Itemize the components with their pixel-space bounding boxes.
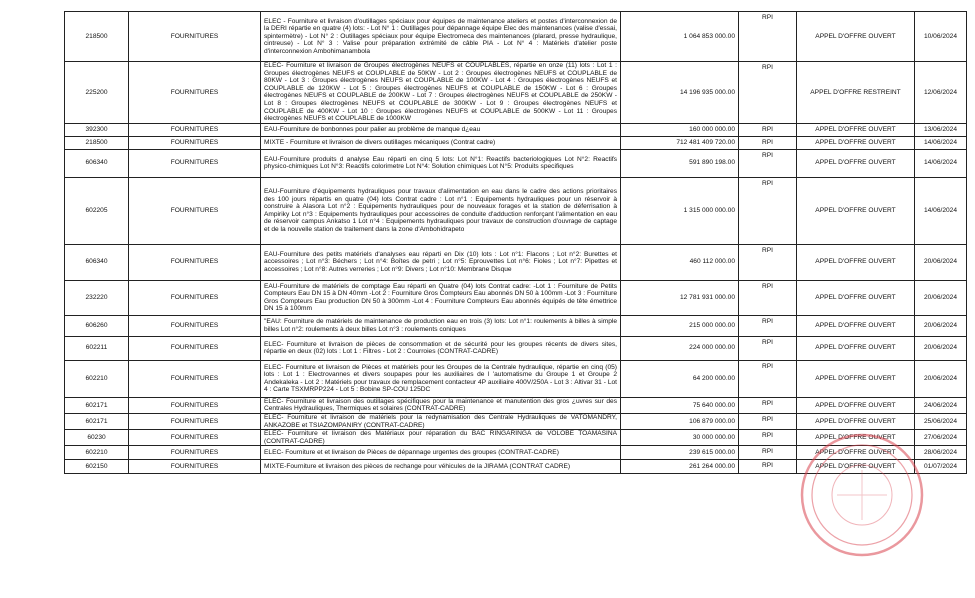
row-type: FOURNITURES [129,430,261,446]
row-amount: 64 200 000.00 [621,360,739,397]
row-amount: 460 112 000.00 [621,244,739,280]
row-amount: 106 879 000.00 [621,413,739,429]
row-amount: 160 000 000.00 [621,123,739,136]
row-amount: 12 781 931 000.00 [621,280,739,315]
row-procurement-method: APPEL D'OFFRE OUVERT [797,177,915,244]
table-row [65,397,967,413]
row-amount: 30 000 000.00 [621,430,739,446]
row-code: 232220 [65,280,129,315]
row-date: 20/06/2024 [915,244,967,280]
table-row [65,430,967,446]
row-funding-source: RPI [739,149,797,177]
table-row [65,360,967,397]
row-procurement-method: APPEL D'OFFRE OUVERT [797,149,915,177]
row-amount: 591 890 198.00 [621,149,739,177]
row-procurement-method: APPEL D'OFFRE OUVERT [797,123,915,136]
row-description: ELEC- Fourniture et livraison de matériels pour la redynamisation des Centrale Hydrauliques de VATOMANDRY, ANKAZOBE et TSIAZOMPANIRY (CONTRAT-CADRE) [261,413,621,429]
row-funding-source: RPI [739,315,797,336]
row-procurement-method: APPEL D'OFFRE OUVERT [797,280,915,315]
row-date: 10/06/2024 [915,12,967,62]
row-procurement-method: APPEL D'OFFRE RESTREINT [797,62,915,124]
row-funding-source: RPI [739,244,797,280]
row-code: 602211 [65,336,129,360]
row-type: FOURNITURES [129,280,261,315]
row-amount: 14 196 935 000.00 [621,62,739,124]
row-funding-source: RPI [739,123,797,136]
row-procurement-method: APPEL D'OFFRE OUVERT [797,315,915,336]
row-amount: 712 481 409 720.00 [621,136,739,149]
row-code: 602205 [65,177,129,244]
row-date: 20/06/2024 [915,280,967,315]
row-type: FOURNITURES [129,149,261,177]
row-code: 606340 [65,244,129,280]
row-description: ELEC- Fourniture et livraison de Pièces et matériels pour les Groupes de la Centrale hydraulique, répartie en cinq (05) lots : Lot 1 : Electrovannes et divers soupapes pour les auxiliaires de l 'automatisme du Groupe 1 et Groupe 2 Andekaleka - Lot 2 : Matériels pour travaux de remplacement contacteur 4P auxiliaire 400V/250A - Lot 3 : Altivar 31 - Lot 4 : Carte TSXMRPP224 - Lot 5 : Bobine SP-COU 125DC [261,360,621,397]
table-row [65,280,967,315]
table-row [65,413,967,429]
row-funding-source: RPI [739,12,797,62]
row-procurement-method: APPEL D'OFFRE OUVERT [797,244,915,280]
row-type: FOURNITURES [129,136,261,149]
row-type: FOURNITURES [129,123,261,136]
row-description: ELEC- Fourniture et livraison de Groupes électrogènes NEUFS et COUPLABLES, répartie en onze (11) lots : Lot 1 : Groupes électrogènes NEUFS et COUPLABLE de 50KW - Lot 2 : Groupes électrogènes NEUFS et COUPLABLE de 80KW - Lot 3 : Groupes électrogènes NEUFS et COUPLABLE de 100KW - Lot 4 : Groupes électrogènes NEUFS et COUPLABLE de 120KW - Lot 5 : Groupes électrogènes NEUFS et COUPLABLE de 150KW - Lot 6 : Groupes électrogènes NEUFS et COUPLABLE de 200KW - Lot 7 : Groupes électrogènes NEUFS et COUPLABLE de 250KW - Lot 8 : Groupes électrogènes NEUFS et COUPLABLE de 300KW - Lot 9 : Groupes électrogènes NEUFS et COUPLABLE de 400KW - Lot 10 : Groupes électrogènes NEUFS et COUPLABLE de 500KW - Lot 11 : Groupes électrogènes NEUFS et COUPLABLE de 1000KW [261,62,621,124]
row-description: ELEC- Fourniture et livraison de pièces de consommation et de sécurité pour les groupes récents de divers sites, répartie en deux (02) lots : Lot 1 : Filtres - Lot 2 : Courroies (CONTRAT-CADRE) [261,336,621,360]
row-procurement-method: APPEL D'OFFRE OUVERT [797,360,915,397]
table-row [65,123,967,136]
row-funding-source: RPI [739,360,797,397]
row-funding-source: RPI [739,280,797,315]
row-funding-source: RPI [739,430,797,446]
row-date: 25/06/2024 [915,413,967,429]
row-type: FOURNITURES [129,315,261,336]
row-type: FOURNITURES [129,244,261,280]
row-type: FOURNITURES [129,62,261,124]
row-date: 20/06/2024 [915,315,967,336]
row-procurement-method: APPEL D'OFFRE OUVERT [797,413,915,429]
table-row [65,315,967,336]
row-funding-source: RPI [739,62,797,124]
row-amount: 215 000 000.00 [621,315,739,336]
table-row [65,136,967,149]
row-code: 602210 [65,446,129,460]
row-date: 14/06/2024 [915,149,967,177]
row-procurement-method: APPEL D'OFFRE OUVERT [797,136,915,149]
table-row [65,244,967,280]
row-funding-source: RPI [739,397,797,413]
row-type: FOURNITURES [129,12,261,62]
row-description: "EAU: Fourniture de matériels de maintenance de production eau en trois (3) lots: Lot n°1: roulements à billes à simple billes Lot n°2: roulements à deux billes Lot n°3 : roulements coniques [261,315,621,336]
row-description: EAU-Fourniture produits d analyse Eau réparti en cinq 5 lots: Lot N°1: Reactifs bacteriologiques Lot N°2: Reactifs physico-chimiques Lot N°3: Reactifs colorimetre Lot N°4: Solution chimiques Lot N°5: Produits specifiques [261,149,621,177]
row-description: EAU-Fourniture des petits matériels d'analyses eau réparti en Dix (10) lots : Lot n°1: Flacons ; Lot n°2: Burettes et accessoires ; Lot n°3: Béchers ; Lot n°4: Boîtes de petri ; Lot n°5: Eprouvettes Lot n°6: Fioles ; Lot n°7: Pipettes et accessoires ; Lot n°8: Autres verreries ; Lot n°9: Divers ; Lot n°10: Membrane Disque [261,244,621,280]
row-type: FOURNITURES [129,460,261,474]
row-type: FOURNITURES [129,177,261,244]
row-code: 218500 [65,136,129,149]
row-date: 24/06/2024 [915,397,967,413]
row-amount: 1 315 000 000.00 [621,177,739,244]
row-funding-source: RPI [739,413,797,429]
row-funding-source: RPI [739,446,797,460]
row-description: EAU-Fourniture d'équipements hydrauliques pour travaux d'alimentation en eau dans le cadre des actions prioritaires des 100 jours répartis en quatre (04) lots Contrat cadre : Lot n°1 : Equipements hydrauliques pour un réservoir à construire à Alasora Lot n°2 : Equipements hydrauliques pour de nouveaux forages et la station de déferrisation à Ampiriky Lot n°3 : Equipements hydrauliques pour accessoires de conduite d'adduction renforçant l'alimentation en eau de réservoir campus Ankatso 1 Lot n°4 : Equipements hydrauliques pour travaux de construction d'ouvrage de captage et de la nouvelle station de traitement dans la zone d'Ambohidrapeto [261,177,621,244]
row-procurement-method: APPEL D'OFFRE OUVERT [797,397,915,413]
row-date: 01/07/2024 [915,460,967,474]
row-date: 13/06/2024 [915,123,967,136]
row-procurement-method: APPEL D'OFFRE OUVERT [797,430,915,446]
table-row [65,177,967,244]
row-date: 12/06/2024 [915,62,967,124]
row-code: 606340 [65,149,129,177]
row-date: 14/06/2024 [915,177,967,244]
row-description: ELEC- Fourniture et livraison des Matériaux pour réparation du BAC RINGARINGA de VOLOBE TOAMASINA (CONTRAT-CADRE) [261,430,621,446]
row-amount: 261 264 000.00 [621,460,739,474]
row-code: 218500 [65,12,129,62]
row-date: 20/06/2024 [915,336,967,360]
row-code: 392300 [65,123,129,136]
row-type: FOURNITURES [129,413,261,429]
row-funding-source: RPI [739,177,797,244]
procurement-plan-sheet [64,11,966,474]
row-description: EAU-Fourniture de matériels de comptage Eau réparti en Quatre (04) lots Contrat cadre: -Lot 1 : Fourniture de Petits Compteurs Eau DN 15 à DN 40mm -Lot 2 : Fourniture Gros Compteurs Eau abonnés DN 50 à 100mm -Lot 3 : Fourniture Gros Compteurs Eau production DN 50 à 300mm -Lot 4 : Fourniture Compteurs Eau abonnés équipés de tête émettrice DN 15 à 100mm [261,280,621,315]
row-code: 602210 [65,360,129,397]
table-row [65,336,967,360]
row-funding-source: RPI [739,460,797,474]
table-row [65,12,967,62]
row-description: MIXTE - Fourniture et livraison de divers outillages mécaniques (Contrat cadre) [261,136,621,149]
row-description: ELEC- Fourniture et livraison des outillages spécifiques pour la maintenance et manutention des gros ¿uvres sur des Centrales Hydrauliques, Thermiques et solaires (CONTRAT-CADRE) [261,397,621,413]
row-procurement-method: APPEL D'OFFRE OUVERT [797,446,915,460]
procurement-table [64,11,967,474]
row-date: 20/06/2024 [915,360,967,397]
row-funding-source: RPI [739,336,797,360]
row-type: FOURNITURES [129,360,261,397]
row-amount: 239 615 000.00 [621,446,739,460]
row-code: 602150 [65,460,129,474]
row-type: FOURNITURES [129,446,261,460]
table-row [65,446,967,460]
row-code: 602171 [65,413,129,429]
row-amount: 224 000 000.00 [621,336,739,360]
row-type: FOURNITURES [129,397,261,413]
row-procurement-method: APPEL D'OFFRE OUVERT [797,460,915,474]
row-date: 14/06/2024 [915,136,967,149]
row-description: ELEC- Fourniture et et livraison de Pièces de dépannage urgentes des groupes (CONTRAT-CADRE) [261,446,621,460]
row-code: 602171 [65,397,129,413]
row-code: 225200 [65,62,129,124]
row-procurement-method: APPEL D'OFFRE OUVERT [797,12,915,62]
row-code: 60230 [65,430,129,446]
row-code: 606260 [65,315,129,336]
table-row [65,460,967,474]
row-date: 27/06/2024 [915,430,967,446]
row-date: 28/06/2024 [915,446,967,460]
row-funding-source: RPI [739,136,797,149]
table-row [65,149,967,177]
row-description: ELEC - Fourniture et livraison d'outillages spéciaux pour équipes de maintenance ateliers et postes d'interconnexion de la DERI répartie en quatre (4) lots: - Lot N° 1 : Outillages pour dépannage équipe Elec des maintenances (valise d'essai, spintermètre) - Lot N° 2 : Outillages spéciaux pour équipe Electromeca des maintenances (plarard, presse hydraulique, cintreuse) - Lot N° 3 : Valise pour préparation extrémité de câble PIA - Lot N° 4 : Matériels d'atelier poste d'interconnexion Ambohimanambola [261,12,621,62]
row-procurement-method: APPEL D'OFFRE OUVERT [797,336,915,360]
row-description: MIXTE-Fourniture et livraison des pièces de rechange pour véhicules de la JIRAMA (CONTRAT CADRE) [261,460,621,474]
row-amount: 1 064 853 000.00 [621,12,739,62]
row-type: FOURNITURES [129,336,261,360]
table-row [65,62,967,124]
row-description: EAU-Fourniture de bonbonnes pour palier au problème de manque d¿eau [261,123,621,136]
row-amount: 75 640 000.00 [621,397,739,413]
